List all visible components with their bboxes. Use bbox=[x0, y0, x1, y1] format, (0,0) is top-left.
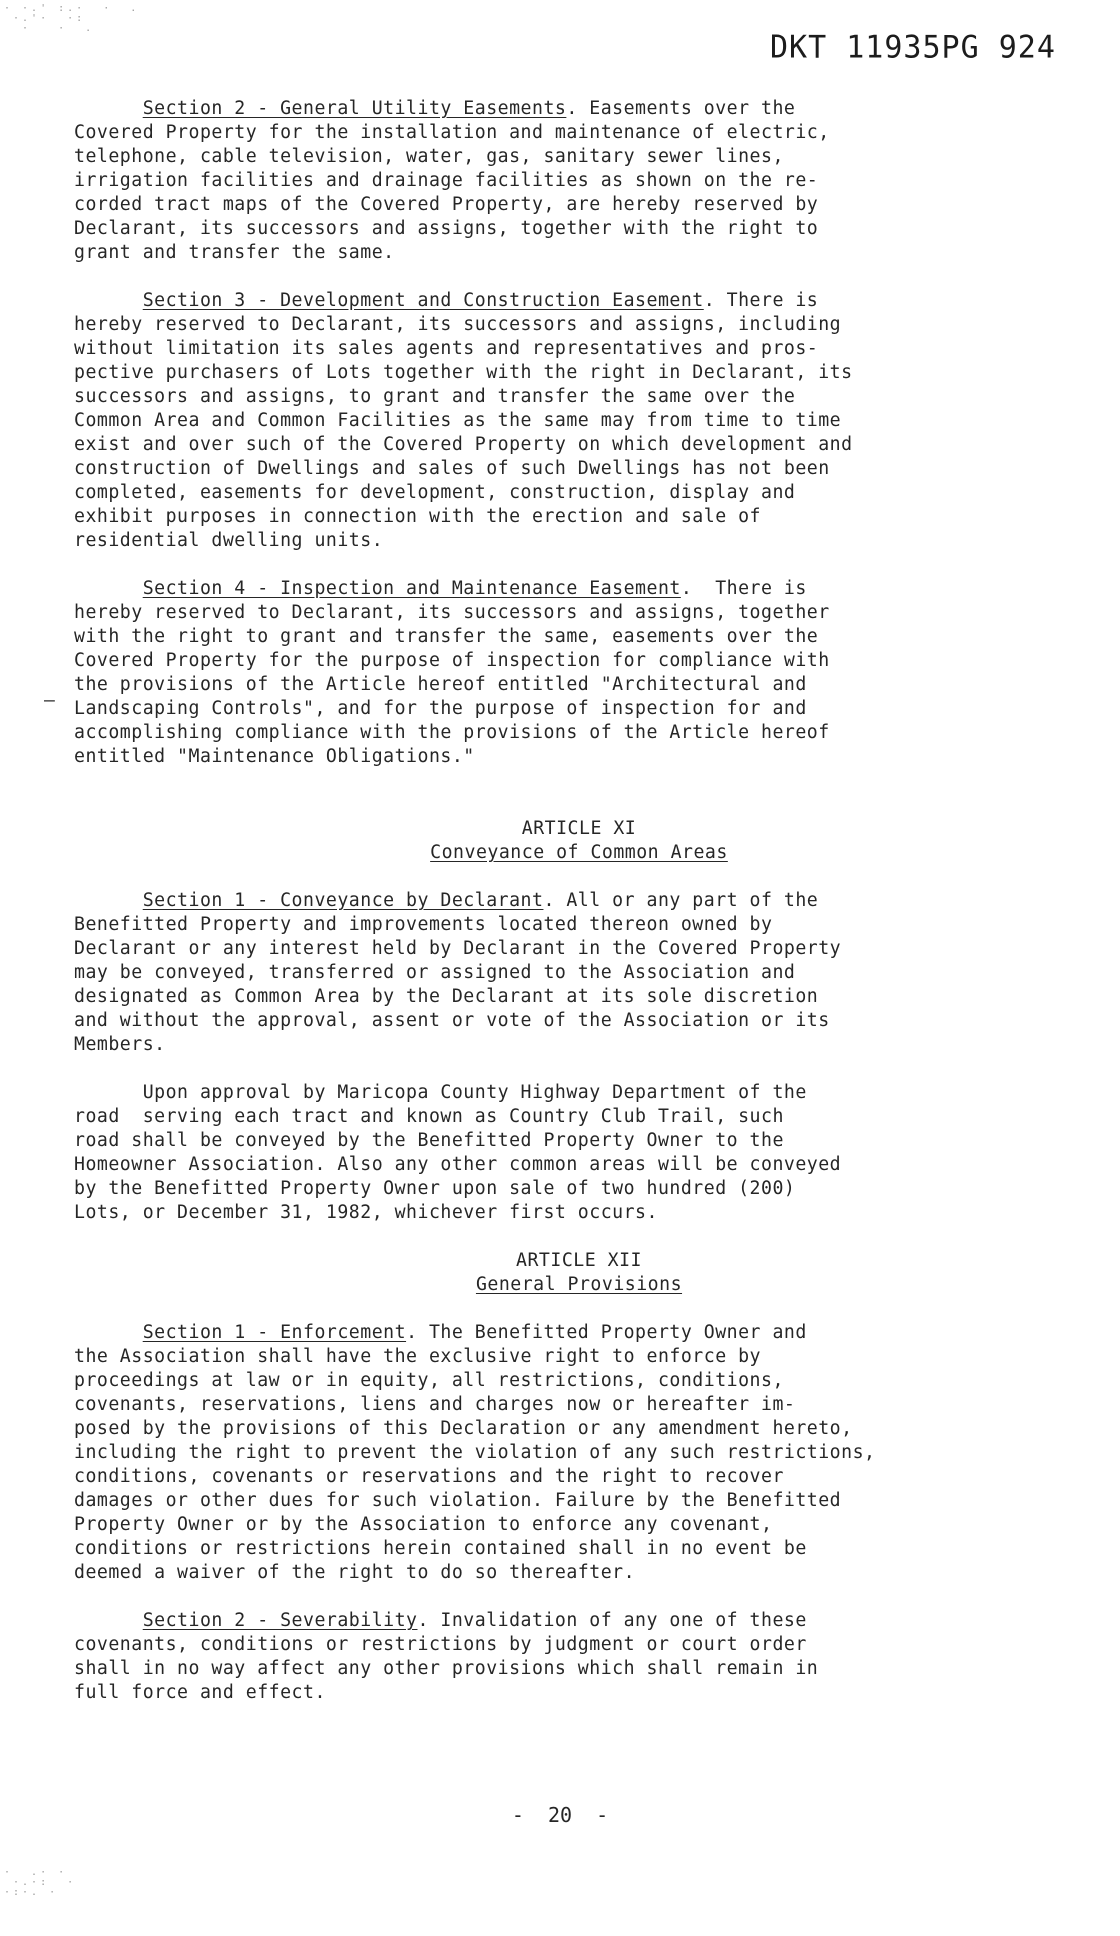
scan-artifact: · ·.' :.· · . ·.'· ·: · · . bbox=[4, 3, 140, 34]
section-enforcement: Section 1 - Enforcement. The Benefitted Property Owner and the Association shall have the exclusive right to enforce by proceedings at law or in equity, all restrictions, conditions, covenants, reservations, liens and charges now or hereafter im- posed by the provisions of this Declaration or any amendment hereto, including the right to prevent the violation of any such restrictions, conditions, covenants or reservations and the right to recover damages or other dues for such violation. Failure by the Benefitted Property Owner or by the Association to enforce any covenant, conditions or restrictions herein contained shall in no event be deemed a waiver of the right to do so thereafter. bbox=[74, 1322, 876, 1583]
article-title: General Provisions bbox=[475, 1274, 683, 1295]
section-conveyance-by-declarant: Section 1 - Conveyance by Declarant. All or any part of the Benefitted Property and improvements located thereon owned by Declarant or any interest held by Declarant in the Covered Property may be conveyed, transferred or assigned to the Association and designated as Common Area by the Declarant at its sole discretion and without the approval, assent or vote of the Association or its Members. bbox=[74, 890, 842, 1055]
section-heading: Section 4 - Inspection and Maintenance Easement bbox=[142, 578, 681, 599]
margin-mark: – bbox=[44, 690, 55, 711]
article-number: ARTICLE XII bbox=[516, 1250, 642, 1271]
section-heading: Section 1 - Enforcement bbox=[142, 1322, 407, 1343]
section-severability: Section 2 - Severability. Invalidation of any one of these covenants, conditions or restrictions by judgment or court order shall in no way affect any other provisions which shall remain in full force and effect. bbox=[74, 1610, 819, 1703]
section-heading: Section 2 - General Utility Easements bbox=[142, 98, 567, 119]
section-heading: Section 2 - Severability bbox=[142, 1610, 418, 1631]
section-general-utility-easements: Section 2 - General Utility Easements. Easements over the Covered Property for the installation and maintenance of electric, telephone, cable television, water, gas, sanitary sewer lines, irrigation facilities and drainage facilities as shown on the re- corded tract maps of the Covered Property, are hereby reserved by Declarant, its successors and assigns, together with the right to grant and transfer the same. bbox=[74, 98, 830, 263]
page-number: - 20 - bbox=[511, 1803, 609, 1827]
section-heading: Section 1 - Conveyance by Declarant bbox=[142, 890, 544, 911]
article-title-wrap bbox=[74, 841, 1084, 865]
article-number: ARTICLE XI bbox=[521, 818, 637, 839]
section-inspection-maintenance-easement: Section 4 - Inspection and Maintenance Easement. There is hereby reserved to Declarant, its successors and assigns, together with the right to grant and transfer the same, easements over the Covered Property for the purpose of inspection for compliance with the provisions of the Article hereof entitled "Architectural and Landscaping Controls", and for the purpose of inspection for and accomplishing compliance with the provisions of the Article hereof entitled "Maintenance Obligations." bbox=[74, 578, 830, 767]
article-title: Conveyance of Common Areas bbox=[430, 842, 728, 863]
paragraph-country-club-trail: Upon approval by Maricopa County Highway Department of the road serving each tract and known as Country Club Trail, such road shall be conveyed by the Benefitted Property Owner to the Homeowner Association. Also any other common areas will be conveyed by the Benefitted Property Owner upon sale of two hundred (200) Lots, or December 31, 1982, whichever first occurs. bbox=[74, 1082, 842, 1223]
recording-stamp: DKT 11935PG 924 bbox=[770, 29, 1056, 66]
document-body bbox=[74, 97, 1084, 1705]
section-development-construction-easement: Section 3 - Development and Construction Easement. There is hereby reserved to Declarant, its successors and assigns, including without limitation its sales agents and representatives and pros- pective purchasers of Lots together with the right in Declarant, its successors and assigns, to grant and transfer the same over the Common Area and Common Facilities as the same may from time to time exist and over such of the Covered Property on which development and construction of Dwellings and sales of such Dwellings has not been completed, easements for development, construction, display and exhibit purposes in connection with the erection and sale of residential dwelling units. bbox=[74, 290, 853, 551]
article-title-wrap bbox=[74, 1273, 1084, 1297]
scan-artifact: · .· · ·.·: · ·:·. · bbox=[4, 1867, 77, 1898]
section-heading: Section 3 - Development and Construction Easement bbox=[142, 290, 704, 311]
